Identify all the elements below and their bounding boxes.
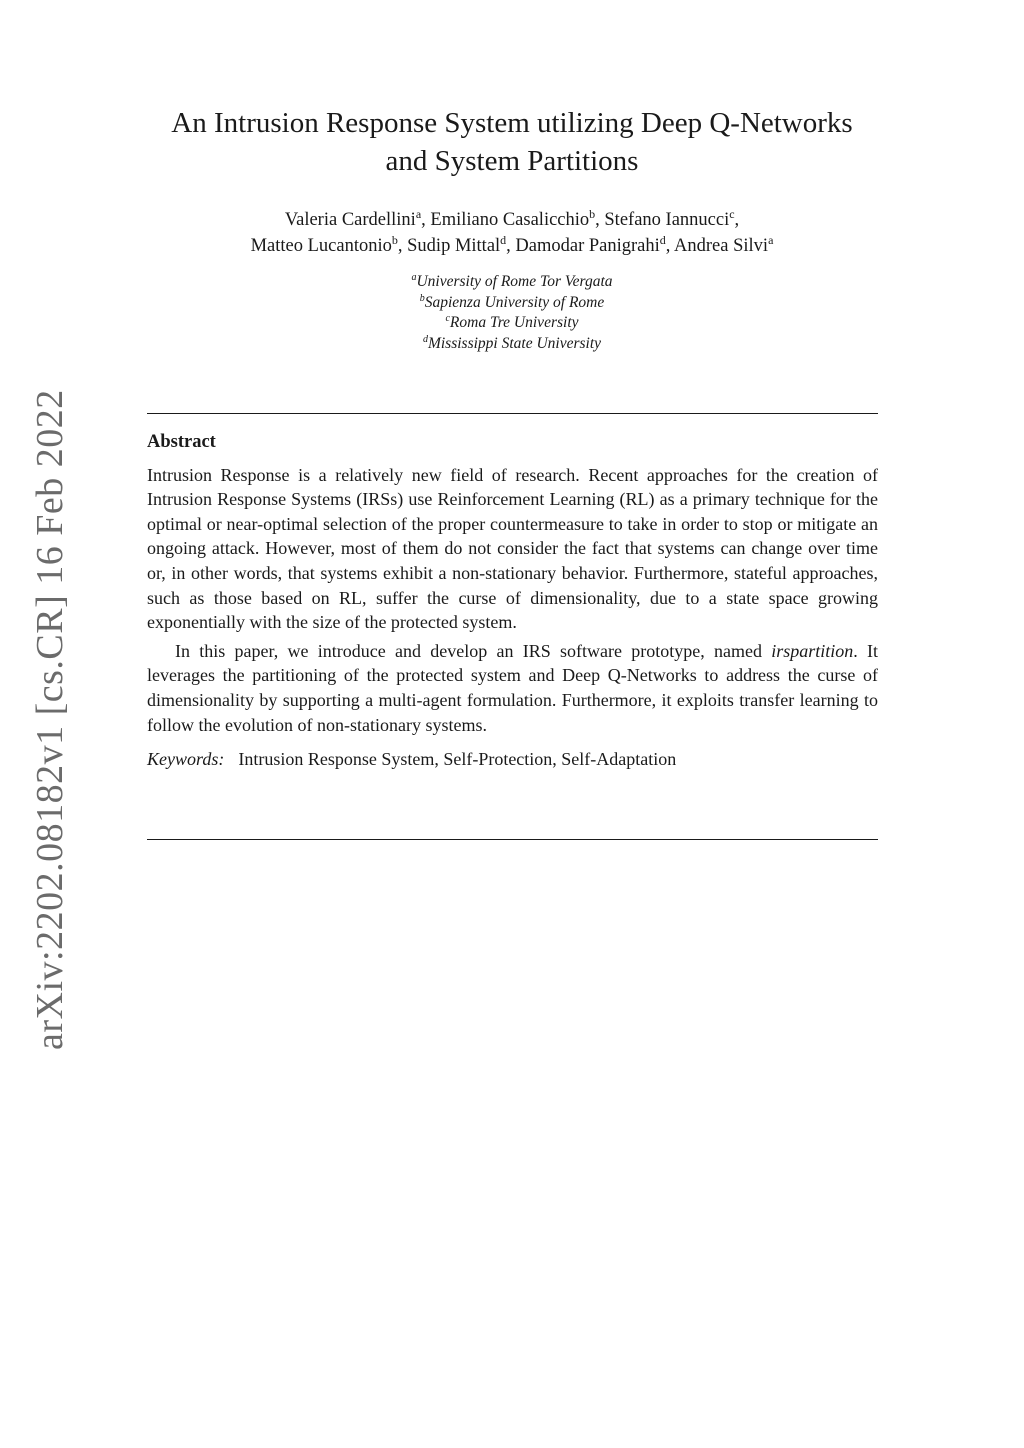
author-affiliation-mark: d [500,232,507,247]
abstract-paragraph-2-end: . It leverages the partitioning of the protected system and Deep Q-Networks to address the curse of dimensionality by supporting a multi-agent formulation. Furthermore, it exploits transfer learning to follow the evolution of non-stationary systems. [147,640,879,735]
author-affiliation-mark: a [768,232,774,247]
title-line-1: An Intrusion Response System utilizing Deep Q-Networks [171,107,853,139]
abstract-top-rule [147,413,878,414]
author-name: Damodar Panigrahi [515,236,660,256]
affiliation [150,293,874,314]
keywords-text: Intrusion Response System, Self-Protection, Self-Adaptation [238,749,677,770]
system-name: irspartition [771,640,854,661]
abstract-paragraph-1: Intrusion Response is a relatively new field of research. Recent approaches for the creation of Intrusion Response Systems (IRSs) use Reinforcement Learning (RL) as a primary technique for the optimal or near-optimal selection of the proper countermeasure to take in order to stop or mitigate an ongoing attack. However, most of them do not consider the fact that systems can change over time or, in other words, that systems exhibit a non-stationary behavior. Furthermore, stateful approaches, such as those based on RL, suffer the curse of dimensionality, due to a state space growing exponentially with the size of the protected system. [147,464,878,633]
abstract-paragraph-2 [147,639,878,737]
author-line-1: Valeria Cardellini$^a$, Emiliano Casalicchio$^b$, Stefano Iannucci$^c$, [284,206,740,230]
abstract-paragraph-2-start: In this paper, we introduce and develop an IRS software prototype, named [175,640,772,661]
abstract-heading: Abstract [147,432,216,452]
affiliation-mark: a [411,271,417,283]
abstract-bottom-rule [147,839,878,840]
arxiv-identifier-text: arXiv:2202.08182v1 [cs.CR] 16 Feb 2022 [29,389,71,1050]
affiliation-list [150,272,874,354]
affiliation-mark: c [445,312,450,324]
keywords-line [147,747,878,772]
arxiv-identifier [28,389,71,1050]
author-affiliation-mark: c [729,206,735,221]
author-name: Valeria Cardellini [284,210,416,230]
author-affiliation-mark: b [589,206,596,221]
author-name: Matteo Lucantonio [250,236,392,256]
author-affiliation-mark: d [659,232,666,247]
author-name: Emiliano Casalicchio [430,210,590,230]
affiliation [150,313,874,334]
author-line-2: Matteo Lucantonio$^b$, Sudip Mittal$^d$, Damodar Panigrahi$^d$, Andrea Silvi$^a$ [250,232,774,256]
author-name: Andrea Silvi [674,236,769,256]
affiliation-name: Sapienza University of Rome [424,293,605,311]
author-list [150,207,874,259]
affiliation-mark: d [422,333,428,345]
keywords-label: Keywords: [147,749,225,770]
author-name: Stefano Iannucci [604,210,730,230]
affiliation-name: Roma Tre University [449,314,579,331]
author-affiliation-mark: b [391,232,398,247]
affiliation-mark: b [419,292,425,304]
affiliation-name: Mississippi State University [427,334,602,352]
author-name: Sudip Mittal [407,236,501,256]
affiliation-name: University of Rome Tor Vergata [416,273,613,290]
abstract-section [147,430,878,772]
paper-title [150,104,874,180]
author-affiliation-mark: a [415,206,422,221]
affiliation [150,334,874,355]
title-line-2: and System Partitions [385,145,639,177]
affiliation [150,272,874,293]
